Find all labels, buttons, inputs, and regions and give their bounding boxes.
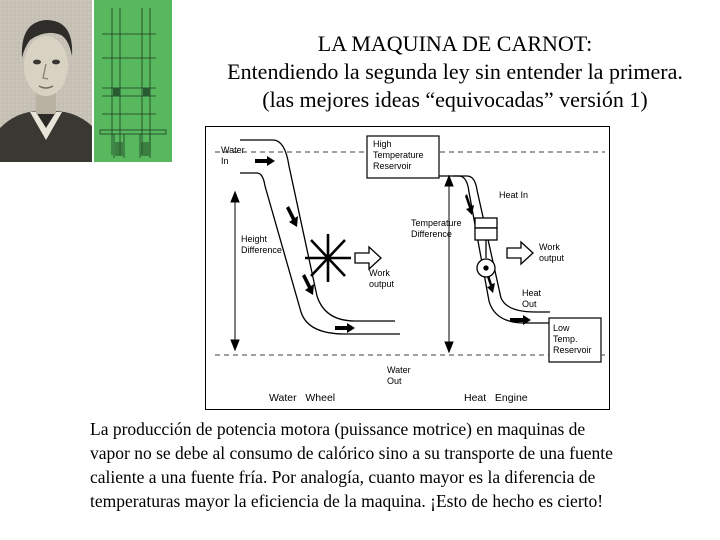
title-line-1: LA MAQUINA DE CARNOT: — [317, 31, 593, 56]
label-heat-out-2: Out — [522, 299, 537, 309]
label-low-temp-1: Low — [553, 323, 570, 333]
label-high-temp-1: High — [373, 139, 392, 149]
title-line-2: Entendiendo la segunda ley sin entender la primera. — [227, 59, 683, 84]
caption-line-3: caliente a una fuente fría. Por analogía, cuanto mayor es la diferencia de — [90, 467, 596, 487]
label-height-difference-2: Difference — [241, 245, 282, 255]
label-heat-engine: Heat Engine — [464, 392, 528, 404]
label-height-difference-1: Height — [241, 234, 268, 244]
label-work-output-left-2: output — [369, 279, 395, 289]
carnot-cycle-sketch-image — [94, 0, 172, 162]
caption-line-4: temperaturas mayor la eficiencia de la maquina. ¡Esto de hecho es cierto! — [90, 491, 604, 511]
carnot-portrait-image — [0, 0, 92, 162]
label-work-output-left-1: Work — [369, 268, 390, 278]
label-heat-out-1: Heat — [522, 288, 542, 298]
label-water-in-1: Water — [221, 145, 245, 155]
label-heat-in: Heat In — [499, 190, 529, 200]
label-work-output-right-2: output — [539, 253, 565, 263]
label-low-temp-3: Reservoir — [553, 345, 592, 355]
waterwheel-heat-engine-diagram — [205, 126, 610, 410]
title-line-3: (las mejores ideas “equivocadas” versión 1) — [262, 87, 648, 112]
water-wheel-icon — [305, 234, 351, 282]
label-low-temp-2: Temp. — [553, 334, 578, 344]
caption-line-1: La producción de potencia motora (puissance motrice) en maquinas de — [90, 419, 586, 439]
label-high-temp-2: Temperature — [373, 150, 424, 160]
label-work-output-right-1: Work — [539, 242, 560, 252]
label-water-out-2: Out — [387, 376, 402, 386]
label-water-in-2: In — [221, 156, 229, 166]
label-water-out-1: Water — [387, 365, 411, 375]
label-temperature-difference-2: Difference — [411, 229, 452, 239]
label-high-temp-3: Reservoir — [373, 161, 412, 171]
slide-title — [190, 30, 720, 114]
label-temperature-difference-1: Temperature — [411, 218, 462, 228]
caption-paragraph — [90, 417, 700, 513]
caption-line-2: vapor no se debe al consumo de calórico sino a su transporte de una fuente — [90, 443, 613, 463]
label-water-wheel: Water Wheel — [269, 392, 336, 404]
